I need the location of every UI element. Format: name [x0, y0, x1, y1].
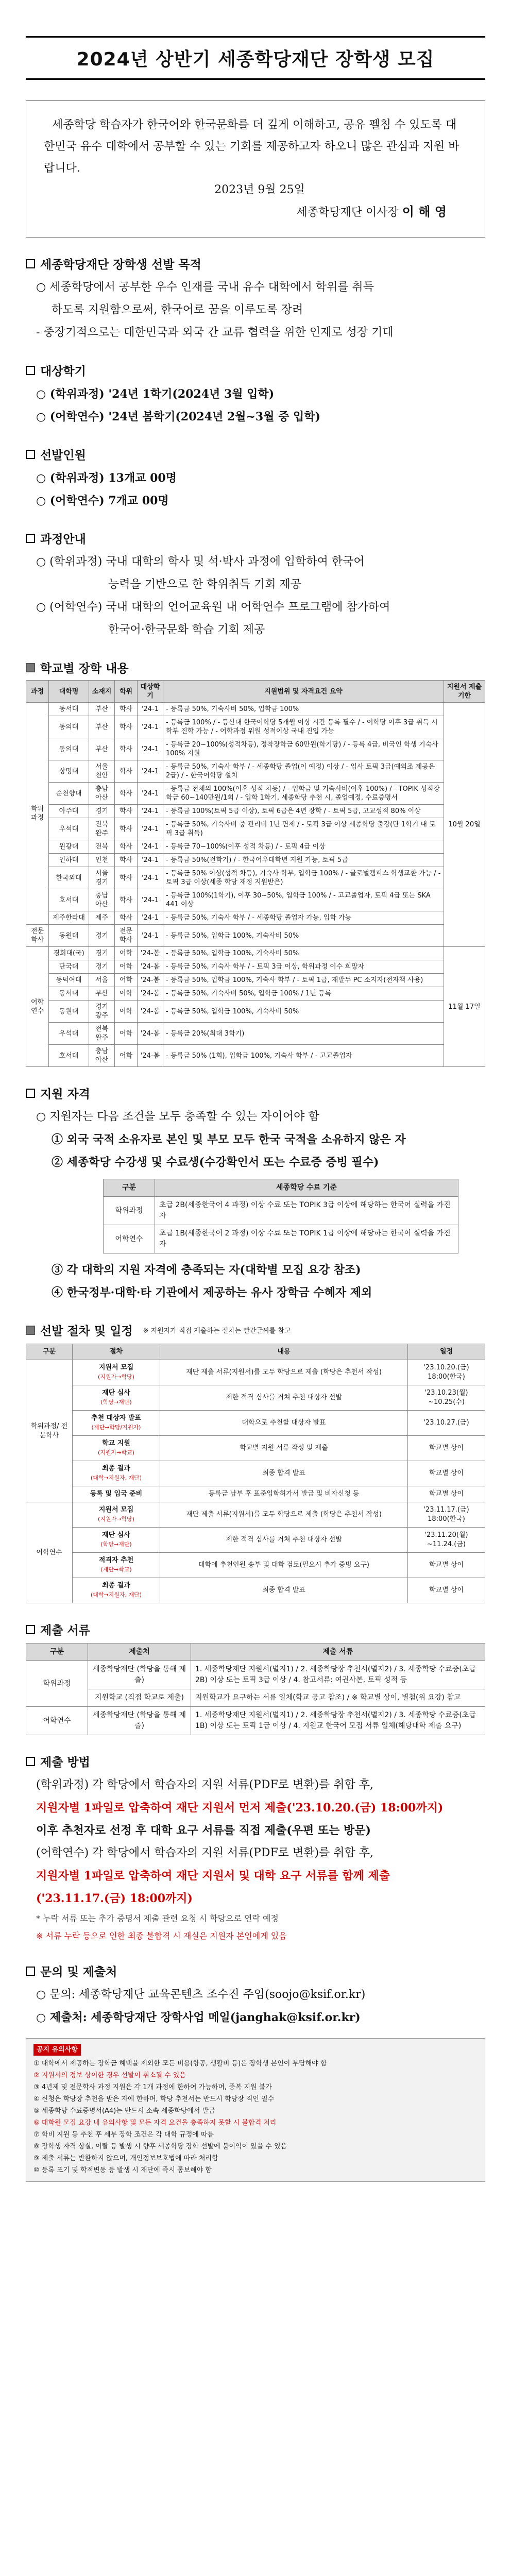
- table-header: 대학명: [49, 681, 89, 703]
- section-contact-heading: 문의 및 제출처: [26, 1962, 485, 1979]
- table-header: 일정: [408, 1344, 485, 1360]
- step-label: 지원서 모집: [98, 1364, 134, 1371]
- section-course-heading: 과정안내: [26, 530, 485, 547]
- table-row: 지원학교 (직접 학교로 제출) 지원학교가 요구하는 서류 일체(학교 공고 참조) / ※ 학교별 상이, 별첨(위 요강) 참고: [26, 1689, 485, 1707]
- caution-badge: 공지 유의사항: [33, 2044, 81, 2056]
- step-direction: (지원자→학교): [98, 1449, 134, 1456]
- step-direction: (대학→지원자, 재단): [90, 1475, 142, 1481]
- square-bullet-icon: [26, 1757, 35, 1766]
- purpose-note: - 중장기적으로는 대한민국과 외국 간 교류 협력을 위한 인재로 성장 기대: [36, 326, 394, 339]
- table-row: 호서대 충남 아산 어학 '24-봄 - 등록금 50% (1회), 입학금 100%, 기숙사 학부 / - 고교졸업자: [26, 1045, 485, 1067]
- step-direction: (재단→학당/지원자): [91, 1424, 141, 1431]
- course-line: ○ (어학연수) 국내 대학의 언어교육원 내 어학연수 프로그램에 참가하여: [36, 601, 390, 614]
- table-row: 제주한라대 제주 학사 '24-1 - 등록금 50%, 기숙사 학부 / - 세종학당 졸업자 가능, 입학 가능: [26, 911, 485, 925]
- section-eligibility-heading: 지원 자격: [26, 1084, 485, 1101]
- section-method-heading: 제출 방법: [26, 1753, 485, 1770]
- table-row: 호서대 충남 아산 학사 '24-1 - 등록금 100%(1학기), 이후 30~50%, 입학금 100% / - 고교졸업자, 토픽 4급 또는 SKA 441 이상: [26, 889, 485, 911]
- course-line: 한국어·한국문화 학습 기회 제공: [108, 623, 265, 636]
- step-direction: (학당→재단): [100, 1399, 132, 1405]
- purpose-line: ○ 세종학당에서 공부한 우수 인재를 국내 유수 대학에서 학위를 취득: [36, 281, 374, 294]
- square-bullet-icon: [26, 1625, 35, 1634]
- table-row: 학위 과정 동서대 부산 학사 '24-1 - 등록금 50%, 기숙사비 50%, 입학금 100% 10월 20일: [26, 703, 485, 716]
- table-row: 학위과정/ 전문학사 지원서 모집 (지원자→학당) 재단 제출 서류(지원서)를 모두 학당으로 제출 (학당은 추천서 작성) '23.10.20.(금) 18:00(한국): [26, 1360, 485, 1385]
- step-label: 지원서 모집: [98, 1506, 134, 1514]
- section-scholarship-heading: 학교별 장학 내용: [26, 659, 485, 676]
- course-line: 능력을 기반으로 한 학위취득 기회 제공: [108, 578, 301, 591]
- completion-criteria-table: [103, 1179, 458, 1253]
- table-row: 재단 심사 (학당→재단) 제한 적격 심사를 거쳐 추천 대상자 선발 '23.10.23(월) ~10.25(수): [26, 1385, 485, 1411]
- method-line: (학위과정) 각 학당에서 학습자의 지원 서류(PDF로 변환)를 취합 후,: [36, 1778, 374, 1791]
- table-row: 원광대 전북 학사 '24-1 - 등록금 70~100%(이후 성적 차등) / - 토픽 4급 이상: [26, 840, 485, 854]
- section-documents-heading: 제출 서류: [26, 1621, 485, 1638]
- caution-item: ⑨ 제출 서류는 반환하지 않으며, 개인정보보호법에 따라 처리함: [33, 2155, 218, 2162]
- caution-item: ① 대학에서 제공하는 장학금 혜택을 제외한 모든 비용(항공, 생활비 등)은 장학생 본인이 부담해야 함: [33, 2060, 327, 2067]
- table-row: 우석대 전북 완주 학사 '24-1 - 등록금 50%, 기숙사비 중 관리비 1년 면제 / - 토픽 3급 이상 세종학당 출강(단 1학기 내 토픽 3급 취득): [26, 818, 485, 840]
- table-header: 절차: [73, 1344, 160, 1360]
- table-header: 세종학당 수료 기준: [155, 1179, 458, 1197]
- section-purpose-heading: 세종학당재단 장학생 선발 목적: [26, 255, 485, 272]
- table-header: 지원범위 및 자격요건 요약: [163, 681, 444, 703]
- intro-org: 세종학당재단 이사장: [296, 206, 399, 219]
- step-label: 등록 및 입국 준비: [90, 1490, 143, 1498]
- table-header: 제출처: [88, 1643, 191, 1661]
- table-header: 구분: [26, 1344, 73, 1360]
- table-row: 학교 지원 (지원자→학교) 학교별 지원 서류 작성 및 제출 학교별 상이: [26, 1436, 485, 1461]
- square-bullet-icon: [26, 1089, 35, 1098]
- step-direction: (대학→지원자, 재단): [90, 1591, 142, 1598]
- table-row: 우석대 전북 완주 어학 '24-봄 - 등록금 20%(최대 3학기): [26, 1023, 485, 1045]
- table-row: 등록 및 입국 준비 등록금 납부 후 표준입학허가서 발급 및 비자신청 등 학교별 상이: [26, 1486, 485, 1502]
- caution-item: ② 지원서의 정보 상이한 경우 선발이 취소될 수 있음: [33, 2072, 186, 2079]
- purpose-line: 하도록 지원함으로써, 한국어로 꿈을 이루도록 장려: [52, 303, 303, 316]
- table-row: 아주대 경기 학사 '24-1 - 등록금 100%(토픽 5급 이상), 토픽 6급은 4년 장학 / - 토픽 5급, 고교성적 80% 이상: [26, 805, 485, 818]
- square-bullet-icon: [26, 1326, 35, 1335]
- caution-item: ③ 4년제 및 전문학사 과정 지원은 각 1개 과정에 한하여 가능하며, 중복 지원 불가: [33, 2083, 272, 2091]
- table-row: 상명대 서울 천안 학사 '24-1 - 등록금 50%, 기숙사 학부 / - 세종학당 졸업(이 예정) 이상 / - 입사 토픽 3급(예외조 제공은 2급) / - 한국어학당 설치: [26, 760, 485, 783]
- step-label: 적격자 추천: [98, 1556, 134, 1564]
- table-header: 학위: [115, 681, 138, 703]
- square-bullet-icon: [26, 366, 35, 375]
- table-header: 소재지: [89, 681, 115, 703]
- table-row: 학위과정 초급 2B(세종한국어 4 과정) 이상 수료 또는 TOPIK 3급 이상에 해당하는 한국어 실력을 가진 자: [104, 1197, 458, 1225]
- section-term-heading: 대상학기: [26, 362, 485, 379]
- contact-inquiry[interactable]: ○ 문의: 세종학당재단 교육콘텐츠 조수진 주임(soojo@ksif.or.kr): [36, 1988, 366, 2001]
- intro-text: 세종학당 학습자가 한국어와 한국문화를 더 깊게 이해하고, 공유 펠침 수 있도록 대한민국 유수 대학에서 공부할 수 있는 기회를 제공하고자 하오니 많은 관심과 지원 바랍니다.: [44, 118, 459, 175]
- table-row: 어학연수 초급 1B(세종한국어 2 과정) 이상 수료 또는 TOPIK 1급 이상에 해당하는 한국어 실력을 가진 자: [104, 1225, 458, 1253]
- step-direction: (지원자→학당): [98, 1516, 134, 1522]
- table-row: 동원대 경기 광주 어학 '24-봄 - 등록금 50%, 입학금 100%, 기숙사비 50%: [26, 1001, 485, 1023]
- table-header: 지원서 제출 기한: [444, 681, 485, 703]
- intro-box: [26, 100, 485, 238]
- table-header: 대상학기: [138, 681, 163, 703]
- step-direction: (지원자→학당): [98, 1374, 134, 1380]
- course-line: ○ (학위과정) 국내 대학의 학사 및 석·박사 과정에 입학하여 한국어: [36, 555, 365, 568]
- table-row: 어학 연수 경희대(국) 경기 어학 '24-봄 - 등록금 50%, 입학금 100%, 기숙사비 50% 11월 17일: [26, 947, 485, 960]
- step-label: 학교 지원: [102, 1439, 130, 1447]
- table-row: 동서대 부산 어학 '24-봄 - 등록금 50%, 기숙사비 50%, 입학금 100% / 1년 등록: [26, 987, 485, 1001]
- schedule-table: [26, 1344, 485, 1603]
- caution-item: ⑥ 대학원 모집 요강 내 유의사항 및 모든 자격 요건을 충족하지 못할 시 불합격 처리: [33, 2119, 277, 2127]
- method-note: * 누락 서류 또는 추가 증명서 제출 관련 요청 시 학당으로 연락 예정: [36, 1913, 279, 1923]
- scholarship-table: [26, 680, 485, 1067]
- table-row: 적격자 추천 (재단→학교) 대학에 추천인원 송부 및 대학 검토(필요시 추가 증빙 요구) 학교별 상이: [26, 1553, 485, 1578]
- step-label: 재단 심사: [102, 1531, 130, 1539]
- schedule-note: ※ 지원자가 직접 제출하는 절차는 빨간글씨를 참고: [143, 1327, 291, 1335]
- table-row: 어학연수 지원서 모집 (지원자→학당) 재단 제출 서류(지원서)를 모두 학당으로 제출 (학당은 추천서 작성) '23.11.17.(금) 18:00(한국): [26, 1502, 485, 1528]
- table-row: 추천 대상자 발표 (재단→학당/지원자) 대학으로 추천할 대상자 발표 '23.10.27.(금): [26, 1411, 485, 1436]
- intro-date: 2023년 9월 25일: [214, 183, 305, 196]
- caution-box: [26, 2038, 485, 2182]
- eligibility-line: ② 세종학당 수강생 및 수료생(수강확인서 또는 수료증 증빙 필수): [52, 1156, 379, 1169]
- documents-table: [26, 1643, 485, 1735]
- caution-item: ⑧ 장학생 자격 상실, 이탈 등 발생 시 향후 세종학당 장학 선발에 불이익이 있을 수 있음: [33, 2143, 287, 2150]
- square-bullet-icon: [26, 663, 35, 672]
- square-bullet-icon: [26, 1967, 35, 1976]
- section-quota-heading: 선발인원: [26, 446, 485, 463]
- caution-item: ④ 신청은 학당장 추천을 받은 자에 한하며, 학당 추천서는 반드시 학당장 직인 필수: [33, 2095, 275, 2103]
- table-header: 구분: [104, 1179, 155, 1197]
- table-row: 한국외대 서울 경기 학사 '24-1 - 등록금 50% 이상(성적 차등), 기숙사 학부, 입학금 100% / - 글로벌캠퍼스 학생교환 가능 / - 토픽 3급 이상(세종 학당 재정 지원받은): [26, 867, 485, 889]
- step-direction: (재단→학교): [100, 1566, 132, 1573]
- step-label: 최종 결과: [102, 1465, 130, 1472]
- table-header: 내용: [160, 1344, 408, 1360]
- square-bullet-icon: [26, 534, 35, 543]
- table-header: 제출 서류: [191, 1643, 485, 1661]
- table-row: 순천향대 충남 아산 학사 '24-1 - 등록금 전체의 100%(이후 성적 차등) / - 입학금 및 기숙사비(이후 100%) / - TOPIK 성적장학금 60~140만원/1회 / - 입학 1학기, 세종학당 추천 시, 졸업예정, 수료증명서: [26, 783, 485, 805]
- table-header: 과정: [26, 681, 49, 703]
- section-schedule-heading: 선발 절차 및 일정 ※ 지원자가 직접 제출하는 절차는 빨간글씨를 참고: [26, 1321, 485, 1338]
- square-bullet-icon: [26, 450, 35, 459]
- method-line: 지원자별 1파일로 압축하여 재단 지원서 및 대학 요구 서류를 함께 제출: [36, 1869, 390, 1883]
- table-row: 동덕여대 서울 어학 '24-봄 - 등록금 50%, 입학금 100%, 기숙사 학부 / - 토픽 1급, 재발두 PC 소지자(전자책 사용): [26, 974, 485, 987]
- page-title: 2024년 상반기 세종학당재단 장학생 모집: [26, 36, 485, 80]
- table-row: 어학연수 세종학당재단 (학당을 통해 제출) 1. 세종학당재단 지원서(별지1) / 2. 세종학당장 추천서(별지2) / 3. 세종학당 수료증(초급1B) 이상 또는 토픽 1급 이상 / 4. 지원교 한국어 모집 서류 일체(해당대학 제출 요구): [26, 1707, 485, 1735]
- method-line: ('23.11.17.(금) 18:00까지): [36, 1892, 193, 1905]
- step-label: 최종 결과: [102, 1582, 130, 1589]
- method-warning: ※ 서류 누락 등으로 인한 최종 불합격 시 재실은 지원자 본인에게 있음: [36, 1931, 287, 1941]
- table-row: 단국대 경기 어학 '24-봄 - 등록금 50%, 기숙사 학부 / - 토픽 3급 이상, 학위과정 이수 희망자: [26, 960, 485, 974]
- method-line: 이후 추천자로 선정 후 대학 요구 서류를 직접 제출(우편 또는 방문): [36, 1824, 371, 1837]
- table-row: 동의대 부산 학사 '24-1 - 등록금 20~100%(성적차등), 정착장학금 60만원(학기당) / - 등록 4급, 비국인 학생 기숙사 100% 지원: [26, 738, 485, 760]
- intro-name: 이 해 영: [402, 205, 447, 219]
- quota-line-language: ○ (어학연수) 7개교 00명: [36, 494, 169, 507]
- table-row: 학위과정 세종학당재단 (학당을 통해 제출) 1. 세종학당재단 지원서(별지1) / 2. 세종학당장 추천서(별지2) / 3. 세종학당 수료증(초급2B) 이상 또는 토픽 3급 이상 / 4. 참고서류: 여권사본, 토픽 성적 등: [26, 1661, 485, 1689]
- caution-item: ⑩ 등록 포기 및 학적변동 등 발생 시 재단에 즉시 통보해야 함: [33, 2166, 212, 2174]
- caution-item: ⑤ 세종학당 수료증명서(A4)는 반드시 소속 세종학당에서 발급: [33, 2107, 215, 2115]
- eligibility-line: ④ 한국정부·대학·타 기관에서 제공하는 유사 장학금 수혜자 제외: [52, 1286, 372, 1299]
- step-label: 재단 심사: [102, 1389, 130, 1397]
- method-line: (어학연수) 각 학당에서 학습자의 지원 서류(PDF로 변환)를 취합 후,: [36, 1846, 374, 1859]
- contact-submit[interactable]: ○ 제출처: 세종학당재단 장학사업 메일(janghak@ksif.or.kr): [36, 2011, 361, 2024]
- step-label: 추천 대상자 발표: [91, 1414, 141, 1422]
- eligibility-line: ○ 지원자는 다음 조건을 모두 충족할 수 있는 자이어야 함: [36, 1110, 319, 1123]
- table-row: 재단 심사 (학당→재단) 제한 적격 심사를 거쳐 추천 대상자 선발 '23.11.20(월) ~11.24.(금): [26, 1528, 485, 1553]
- method-line: 지원자별 1파일로 압축하여 재단 지원서 먼저 제출('23.10.20.(금) 18:00까지): [36, 1801, 444, 1815]
- table-row: 동의대 부산 학사 '24-1 - 등록금 100% / - 등산대 한국어학당 5개월 이상 시간 등록 필수 / - 어학당 이후 3급 취득 시 학부 진학 가능 / - 어학과정 위원 성적이상 국내 진입 가능: [26, 716, 485, 738]
- quota-line-degree: ○ (학위과정) 13개교 00명: [36, 471, 177, 485]
- table-row: 전문 학사 동원대 경기 전문학사 '24-1 - 등록금 50%, 입학금 100%, 기숙사비 50%: [26, 925, 485, 947]
- table-header: 구분: [26, 1643, 88, 1661]
- table-row: 최종 결과 (대학→지원자, 재단) 최종 합격 발표 학교별 상이: [26, 1461, 485, 1486]
- step-direction: (학당→재단): [100, 1541, 132, 1548]
- term-line-degree: ○ (학위과정) '24년 1학기(2024년 3월 입학): [36, 387, 275, 401]
- eligibility-line: ③ 각 대학의 지원 자격에 충족되는 자(대학별 모집 요강 참조): [52, 1263, 361, 1277]
- term-line-language: ○ (어학연수) '24년 봄학기(2024년 2월~3월 중 입학): [36, 410, 320, 423]
- table-row: 최종 결과 (대학→지원자, 재단) 최종 합격 발표 학교별 상이: [26, 1578, 485, 1603]
- table-row: 인하대 인천 학사 '24-1 - 등록금 50%(전학기) / - 한국어우대학년 지원 가능, 토픽 5급: [26, 854, 485, 867]
- intro-signature: [44, 201, 467, 224]
- eligibility-line: ① 외국 국적 소유자로 본인 및 부모 모두 한국 국적을 소유하지 않은 자: [52, 1133, 406, 1146]
- square-bullet-icon: [26, 259, 35, 268]
- caution-item: ⑦ 학비 지원 등 추천 후 세부 장학 조건은 각 대학 규정에 따름: [33, 2131, 214, 2139]
